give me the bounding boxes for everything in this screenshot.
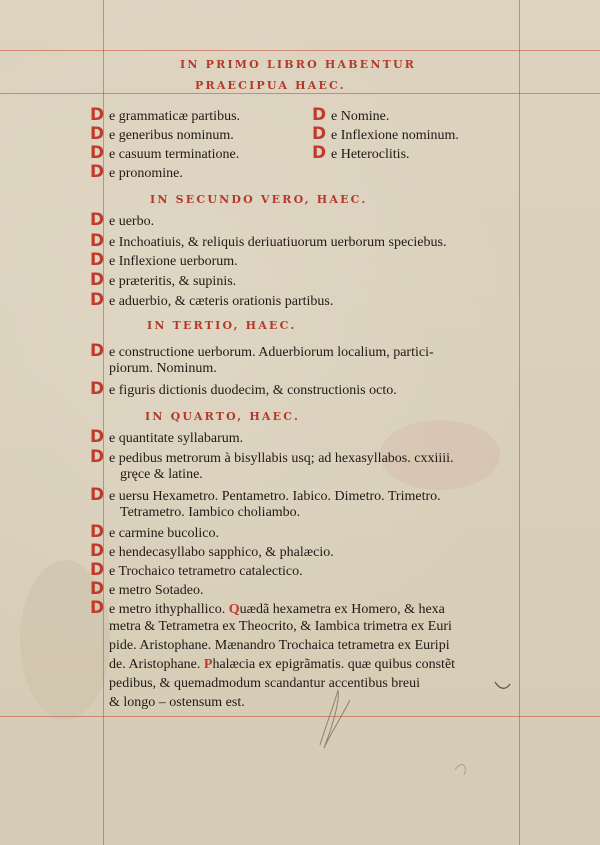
book1-right-item bbox=[312, 145, 410, 163]
ruling-line-top bbox=[0, 50, 600, 51]
red-letter: P bbox=[203, 657, 213, 672]
book4-item-continuation: gręce & latine. bbox=[120, 467, 203, 482]
red-initial: D bbox=[90, 579, 105, 599]
red-initial: D bbox=[90, 541, 105, 561]
heading-book-four: IN QUARTO, HAEC. bbox=[145, 410, 301, 423]
book4-item bbox=[90, 449, 454, 467]
book2-item bbox=[90, 212, 154, 230]
book3-item-continuation: piorum. Nominum. bbox=[109, 361, 217, 376]
book4-item bbox=[90, 487, 441, 505]
item-text: e carmine bucolico. bbox=[109, 526, 220, 541]
book1-left-item bbox=[90, 126, 234, 144]
book4-item bbox=[90, 600, 445, 618]
item-text: e uerbo. bbox=[109, 214, 155, 229]
item-text-part: halæcia ex epigrãmatis. quæ quibus constẽt bbox=[212, 657, 456, 672]
item-text: e Inchoatiuis, & reliquis deriuatiuorum uerborum speciebus. bbox=[109, 235, 447, 250]
red-initial: D bbox=[90, 560, 105, 580]
book2-item bbox=[90, 233, 446, 251]
item-text: e Inflexione uerborum. bbox=[109, 254, 238, 269]
item-text: e hendecasyllabo sapphico, & phalæcio. bbox=[109, 545, 334, 560]
book4-item bbox=[90, 543, 334, 561]
red-initial: D bbox=[90, 427, 105, 447]
red-initial: D bbox=[90, 598, 105, 618]
item-text: e aduerbio, & cæteris orationis partibus. bbox=[109, 294, 334, 309]
item-text: e generibus nominum. bbox=[109, 128, 234, 143]
red-initial: D bbox=[90, 210, 105, 230]
red-initial: D bbox=[90, 290, 105, 310]
item-text bbox=[109, 602, 445, 618]
item-text: e uersu Hexametro. Pentametro. Iabico. Dimetro. Trimetro. bbox=[109, 489, 441, 504]
book4-item-continuation: metra & Tetrametra ex Theocrito, & Iambica trimetra ex Euri bbox=[109, 619, 452, 634]
book3-item bbox=[90, 381, 397, 399]
book4-item-continuation: pedibus, & quemadmodum scandantur accentibus breui bbox=[109, 676, 421, 691]
item-text: e Nomine. bbox=[331, 109, 390, 124]
item-text: e constructione uerborum. Aduerbiorum localium, partici- bbox=[109, 345, 434, 360]
book4-item bbox=[90, 581, 203, 599]
item-text-part: de. Aristophane. bbox=[109, 657, 204, 672]
book4-item-continuation: pide. Aristophane. Mænandro Trochaica tetrametra ex Euripi bbox=[109, 638, 450, 653]
red-initial: D bbox=[312, 124, 327, 144]
item-text: e pedibus metrorum à bisyllabis usq; ad hexasyllabos. cxxiiii. bbox=[109, 451, 454, 466]
heading-book-two: IN SECUNDO VERO, HAEC. bbox=[150, 193, 368, 206]
item-text: e Heteroclitis. bbox=[331, 147, 410, 162]
pen-scribble bbox=[320, 690, 350, 748]
item-text: e Inflexione nominum. bbox=[331, 128, 459, 143]
red-initial: D bbox=[90, 341, 105, 361]
item-text: e quantitate syllabarum. bbox=[109, 431, 244, 446]
book1-left-item bbox=[90, 145, 239, 163]
heading-book-three: IN TERTIO, HAEC. bbox=[147, 319, 297, 332]
book3-item bbox=[90, 343, 434, 361]
red-initial: D bbox=[90, 270, 105, 290]
red-initial: D bbox=[90, 447, 105, 467]
book4-item bbox=[90, 429, 243, 447]
book2-item bbox=[90, 252, 238, 270]
red-initial: D bbox=[90, 143, 105, 163]
item-text: e grammaticæ partibus. bbox=[109, 109, 241, 124]
red-initial: D bbox=[90, 231, 105, 251]
red-initial: D bbox=[90, 105, 105, 125]
book4-item bbox=[90, 562, 303, 580]
ruling-line-bottom bbox=[0, 716, 600, 717]
red-initial: D bbox=[90, 522, 105, 542]
book1-left-item bbox=[90, 164, 183, 182]
item-text-part: uædã hexametra ex Homero, & hexa bbox=[239, 602, 445, 617]
heading-book-one-second-line: PRAECIPUA HAEC. bbox=[195, 79, 346, 92]
book4-item bbox=[90, 524, 219, 542]
red-initial: D bbox=[312, 143, 327, 163]
book2-item bbox=[90, 292, 333, 310]
item-text-part: e metro ithyphallico. bbox=[109, 602, 229, 617]
book1-left-item bbox=[90, 107, 240, 125]
red-initial: D bbox=[312, 105, 327, 125]
red-initial: D bbox=[90, 485, 105, 505]
red-letter: Q bbox=[228, 602, 240, 617]
red-initial: D bbox=[90, 250, 105, 270]
book1-right-item bbox=[312, 107, 389, 125]
item-text: e præteritis, & supinis. bbox=[109, 274, 237, 289]
item-text: e figuris dictionis duodecim, & constructionis octo. bbox=[109, 383, 397, 398]
pen-scribble bbox=[495, 682, 510, 688]
pen-scribble bbox=[455, 765, 465, 775]
heading-book-one: IN PRIMO LIBRO HABENTUR bbox=[180, 58, 417, 71]
red-initial: D bbox=[90, 379, 105, 399]
book1-right-item bbox=[312, 126, 459, 144]
book2-item bbox=[90, 272, 236, 290]
item-text: e casuum terminatione. bbox=[109, 147, 240, 162]
red-initial: D bbox=[90, 124, 105, 144]
book4-item-continuation: Tetrametro. Iambico choliambo. bbox=[120, 505, 301, 520]
ruling-line-right bbox=[519, 0, 520, 845]
ruling-line-upper bbox=[0, 93, 600, 94]
book4-item-continuation bbox=[109, 657, 455, 673]
book4-item-continuation: & longo – ostensum est. bbox=[109, 695, 245, 710]
item-text: e Trochaico tetrametro catalectico. bbox=[109, 564, 303, 579]
red-initial: D bbox=[90, 162, 105, 182]
item-text: e metro Sotadeo. bbox=[109, 583, 204, 598]
item-text: e pronomine. bbox=[109, 166, 183, 181]
